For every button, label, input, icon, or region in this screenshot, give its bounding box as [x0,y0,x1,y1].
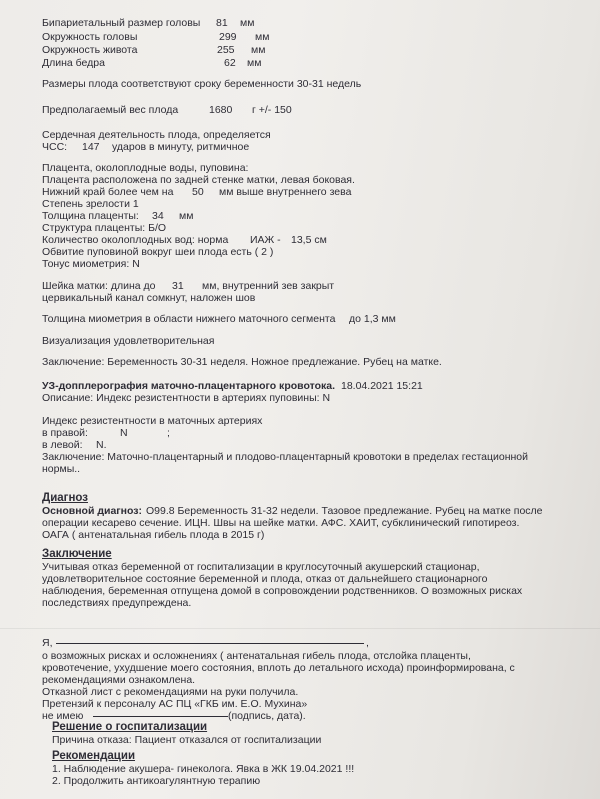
visualization: Визуализация удовлетворительная [42,335,215,347]
myometrium-thickness-label: Толщина миометрия в области нижнего маточного сегмента [42,313,336,325]
hospitalization-reason: Причина отказа: Пациент отказался от госпитализации [52,734,322,746]
placenta-thickness-unit: мм [179,210,194,222]
placenta-location: Плацента расположена по задней стенке матки, левая боковая. [42,174,355,186]
doppler-conclusion-line1: Заключение: Маточно-плацентарный и плодово-плацентарный кровотоки в пределах гестационной [42,451,529,463]
placenta-maturity: Степень зрелости 1 [42,198,139,210]
cervix-canal: цервикальный канал сомкнут, наложен шов [42,292,256,304]
weight-value: 1680 [209,104,233,116]
fl-unit: мм [247,57,262,69]
cervix-length-value: 31 [172,280,184,292]
heart-activity: Сердечная деятельность плода, определяется [42,129,271,141]
recommendation-item-2: 2. Продолжить антикоагулянтную терапию [52,775,261,787]
hc-label: Окружность головы [42,31,138,43]
consent-line1: о возможных рисках и осложнениях ( антенатальная гибель плода, отслойка плаценты, [42,650,471,662]
size-match: Размеры плода соответствуют сроку беременности 30-31 недель [42,78,362,90]
uterine-right-value: N [120,427,128,439]
consent-signature-blank [93,707,228,717]
recommendation-item-1: 1. Наблюдение акушера- гинеколога. Явка в ЖК 19.04.2021 !!! [52,763,355,775]
myometrium-tone: Тонус миометрия: N [42,258,140,270]
afi-label: ИАЖ - [250,234,281,246]
placenta-header: Плацента, околоплодные воды, пуповина: [42,162,249,174]
heart-rate-text: ударов в минуту, ритмичное [112,141,250,153]
consent-line3: рекомендациями ознакомлена. [42,674,196,686]
diagnosis-line2: операции кесарево сечение. ИЦН. Швы на шейке матки. АФС. ХАИТ, субклинический гипотиреоз. [42,517,520,529]
main-diagnosis-text: О99.8 Беременность 31-32 недели. Тазовое предлежание. Рубец на матке после [146,505,543,517]
ac-label: Окружность живота [42,44,138,56]
consent-line6-start: не имею [42,710,84,722]
consent-i-label: Я, [42,637,53,649]
amniotic-fluid-label: Количество околоплодных вод: норма [42,234,229,246]
conclusion-line2: удовлетворительное состояние беременной и плода, отказ от дальнейшего стационарного [42,573,488,585]
hospitalization-heading: Решение о госпитализации [52,721,208,733]
diagnosis-heading: Диагноз [42,492,88,504]
uterine-left-value: N. [96,439,107,451]
consent-line4: Отказной лист с рекомендациями на руки получила. [42,686,299,698]
consent-line6-end: (подпись, дата). [228,710,306,722]
placenta-structure: Структура плаценты: Б/О [42,222,167,234]
heart-rate-label: ЧСС: [42,141,68,153]
placenta-thickness-label: Толщина плаценты: [42,210,139,222]
fl-value: 62 [224,57,236,69]
uterine-ri-header: Индекс резистентности в маточных артериях [42,415,263,427]
doppler-title: УЗ-допплерография маточно-плацентарного кровотока. [42,380,336,392]
placenta-edge-text: мм выше внутреннего зева [219,186,352,198]
bpd-label: Бипариетальный размер головы [42,17,201,29]
conclusion-line3: наблюдения, беременная отпущена домой в сопровождении родственников. О возможных рисках [42,585,523,597]
cervix-length-label: Шейка матки: длина до [42,280,156,292]
us-conclusion: Заключение: Беременность 30-31 неделя. Ножное предлежание. Рубец на матке. [42,356,442,368]
ac-unit: мм [251,44,266,56]
afi-value: 13,5 см [291,234,327,246]
consent-name-blank [56,634,364,644]
hc-unit: мм [255,31,270,43]
uterine-left-label: в левой: [42,439,83,451]
uterine-right-label: в правой: [42,427,88,439]
conclusion-line4: последствиях предупреждена. [42,597,192,609]
paper-fold [0,628,600,629]
placenta-edge-value: 50 [192,186,204,198]
uterine-semicolon: ; [167,427,170,439]
main-diagnosis-label: Основной диагноз: [42,505,143,517]
myometrium-thickness-value: до 1,3 мм [349,313,396,325]
fl-label: Длина бедра [42,57,105,69]
placenta-edge-label: Нижний край более чем на [42,186,174,198]
doppler-datetime: 18.04.2021 15:21 [341,380,423,392]
consent-line5: Претензий к персоналу АС ПЦ «ГКБ им. Е.О. Мухина» [42,698,308,710]
doppler-conclusion-line2: нормы.. [42,463,81,475]
cord-entanglement: Обвитие пуповиной вокруг шеи плода есть ( 2 ) [42,246,274,258]
recommendations-heading: Рекомендации [52,750,136,762]
hc-value: 299 [219,31,237,43]
placenta-thickness-value: 34 [152,210,164,222]
consent-line2: кровотечение, ухудшение моего состояния, вплоть до летального исхода) проинформирована, с [42,662,515,674]
weight-label: Предполагаемый вес плода [42,104,179,116]
diagnosis-line3: ОАГА ( антенатальная гибель плода в 2015 г) [42,529,265,541]
consent-comma: , [366,637,369,649]
doppler-description: Описание: Индекс резистентности в артериях пуповины: N [42,392,331,404]
heart-rate-value: 147 [82,141,100,153]
bpd-unit: мм [240,17,255,29]
weight-tolerance: г +/- 150 [252,104,292,116]
conclusion-line1: Учитывая отказ беременной от госпитализации в круглосуточный акушерский стационар, [42,561,480,573]
cervix-length-text: мм, внутренний зев закрыт [202,280,335,292]
bpd-value: 81 [216,17,228,29]
ac-value: 255 [217,44,235,56]
conclusion-heading: Заключение [42,548,112,560]
